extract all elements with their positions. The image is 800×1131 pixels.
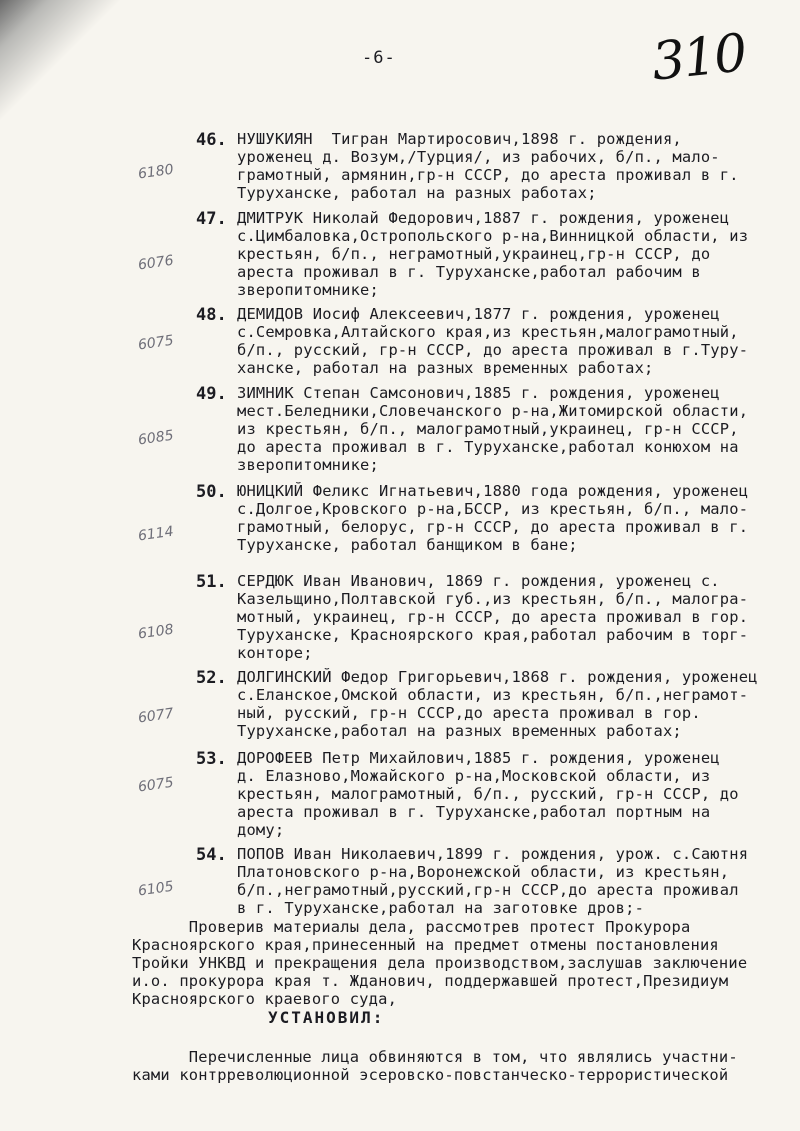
entry-text: ДМИТРУК Николай Федорович,1887 г. рождения, уроженец с.Цимбаловка,Остропольского р-на,Винницкой области, из крестьян, б/п., неграмотный,украинец,гр-н СССР, до ареста проживал в г. Туруханске,работал рабочим в зверопитомнике; (237, 209, 749, 299)
section-heading: УСТАНОВИЛ: (268, 1008, 385, 1027)
handwritten-archive-number: 310 (649, 23, 749, 93)
entry-number: 52. (196, 668, 227, 688)
entry-number: 49. (196, 384, 227, 404)
entry-number: 46. (196, 130, 227, 150)
margin-note: 6105 (137, 878, 175, 900)
entry-text: СЕРДЮК Иван Иванович, 1869 г. рождения, уроженец с. Казельщино,Полтавской губ.,из крестьян, б/п., малогра- мотный, украинец, гр-н СССР, до ареста проживал в гор. Туруханске, Красноярского края,работал рабочим в торг- конторе; (237, 572, 749, 662)
findings-paragraph: Перечисленные лица обвиняются в том, что являлись участни- ками контрреволюционной эсеровско-повстанческо-террористической (132, 1048, 738, 1084)
entry-number: 53. (196, 749, 227, 769)
entry-text: ЗИМНИК Степан Самсонович,1885 г. рождения, уроженец мест.Беледники,Словечанского р-на,Житомирской области, из крестьян, б/п., малограмотный,украинец, гр-н СССР, до ареста проживал в г. Туруханске,работал конюхом на зверопитомнике; (237, 384, 749, 474)
margin-note: 6077 (137, 705, 175, 727)
margin-note: 6108 (137, 621, 175, 643)
entry-number: 51. (196, 572, 227, 592)
margin-note: 6180 (137, 161, 175, 183)
entry-text: ДОРОФЕЕВ Петр Михайлович,1885 г. рождения, уроженец д. Елазново,Можайского р-на,Московской области, из крестьян, малограмотный, б/п., русский, гр-н СССР, до ареста проживал в г. Туруханске,работал портным на дому; (237, 749, 739, 839)
margin-note: 6075 (137, 774, 175, 796)
entry-text: ПОПОВ Иван Николаевич,1899 г. рождения, урож. с.Саютня Платоновского р-на,Воронежской области, из крестьян, б/п.,неграмотный,русский,гр-н СССР,до ареста проживал в г. Туруханске,работал на заготовке дров;- (237, 845, 749, 917)
entry-number: 50. (196, 482, 227, 502)
entry-text: ЮНИЦКИЙ Феликс Игнатьевич,1880 года рождения, уроженец с.Долгое,Кровского р-на,БССР, из крестьян, б/п., мало- грамотный, белорус, гр-н СССР, до ареста проживал в г. Туруханске, работал банщиком в бане; (237, 482, 749, 554)
margin-note: 6114 (137, 523, 175, 545)
entry-text: ДЕМИДОВ Иосиф Алексеевич,1877 г. рождения, уроженец с.Семровка,Алтайского края,из крестьян,малограмотный, б/п., русский, гр-н СССР, до ареста проживал в г.Туру- ханске, работал на разных временных работах; (237, 305, 749, 377)
margin-note: 6076 (137, 252, 175, 274)
entry-number: 47. (196, 209, 227, 229)
scan-corner-shadow (0, 0, 150, 120)
entry-number: 48. (196, 305, 227, 325)
entry-text: ДОЛГИНСКИЙ Федор Григорьевич,1868 г. рождения, уроженец с.Еланское,Омской области, из крестьян, б/п.,неграмот- ный, русский, гр-н СССР,до ареста проживал в гор. Туруханске,работал на разных временных работах; (237, 668, 758, 740)
page-number: -6- (362, 48, 396, 68)
margin-note: 6085 (137, 427, 175, 449)
conclusion-paragraph: Проверив материалы дела, рассмотрев протест Прокурора Красноярского края,принесенный на предмет отмены постановления Тройки УНКВД и прекращения дела производством,заслушав заключение и.о. прокурора края т. Жданович, поддержавшей протест,Президиум Красноярского краевого суда, (132, 918, 748, 1008)
entry-number: 54. (196, 845, 227, 865)
margin-note: 6075 (137, 332, 175, 354)
entry-text: НУШУКИЯН Тигран Мартиросович,1898 г. рождения, уроженец д. Возум,/Турция/, из рабочих, б/п., мало- грамотный, армянин,гр-н СССР, до ареста проживал в г. Туруханске, работал на разных работах; (237, 130, 739, 202)
